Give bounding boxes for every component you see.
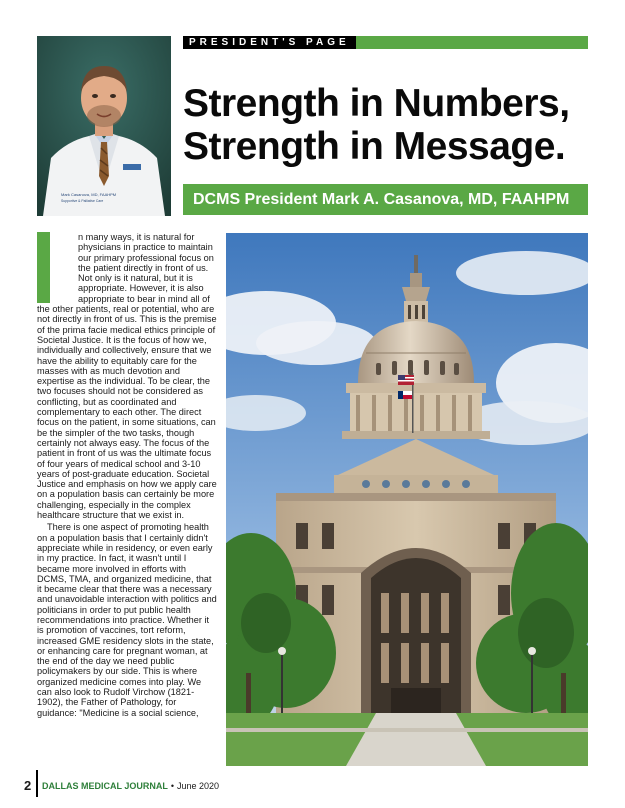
- article-headline: [183, 82, 603, 168]
- headline-line-1: Strength in Numbers,: [183, 82, 570, 125]
- footer-divider: [36, 770, 38, 797]
- footer-publication: [42, 781, 219, 791]
- footer-separator: •: [170, 781, 174, 791]
- author-byline: DCMS President Mark A. Casanova, MD, FAAHPM: [183, 184, 588, 215]
- headline-line-2: Strength in Message.: [183, 125, 566, 168]
- coat-embroidery: Mark Casanova, MD, FAAHPM: [61, 192, 117, 197]
- capitol-photo: [226, 233, 588, 766]
- coat-embroidery-sub: Supportive & Palliative Care: [61, 199, 104, 203]
- journal-name: DALLAS MEDICAL JOURNAL: [42, 781, 168, 791]
- article-paragraph-2: There is one aspect of promoting health on a population basis that I certainly didn't appreciate while in residency, or even early in my practice. In fact, it wasn't until I became more involved in efforts with DCMS, TMA, and organized medicine, that it became clear that there was a necessary and unavoidable interaction with politics and politicians in order to put public health recommendations into practice. Whether it is promotion of vaccines, tort reform, increased GME residency slots in the state, or enhancing care for pregnant woman, at the end of the day we need public policymakers by our side. This is where organized medicine comes into play. We can also look to Rudolf Virchow (1821-1902), the Father of Pathology, for guidance: "Medicine is a social science,: [37, 522, 217, 718]
- section-header-bar: [183, 36, 588, 49]
- article-body: [37, 232, 217, 766]
- article-paragraph-1: n many ways, it is natural for physicians in practice to maintain our primary professional focus on the patient directly in front of us. Not only is it natural, but it is appropriate. However, it is also appropriate to bear in mind all of the other patients, real or potential, who are not directly in front of us. This is the premise of the prima facie medical ethics principle of Societal Justice. It is the focus of how we, individually and collectively, ensure that we have the ability to equitably care for the masses with as much devotion and expertise as the individual. To be clear, the two focuses should not be considered as conflicting, but as coordinated and complementary to each other. The direct focus on the patient, in some situations, can be the simpler of the two tasks, though certainly not always easy. The focus of the patient in front of us was the ultimate focus of four years of medical school and 3-10 years of post-graduate education. Societal Justice and emphasis on how we apply care on a population basis can certainly be more challenging, especially in the complex healthcare structure that we exist in.: [37, 232, 217, 521]
- section-label: PRESIDENT'S PAGE: [183, 36, 356, 49]
- drop-cap: [37, 232, 50, 303]
- portrait-illustration: [37, 36, 171, 216]
- texas-capitol-illustration: [226, 233, 588, 766]
- president-portrait: [37, 36, 171, 216]
- page-number: 2: [24, 778, 32, 793]
- issue-date: June 2020: [177, 781, 220, 791]
